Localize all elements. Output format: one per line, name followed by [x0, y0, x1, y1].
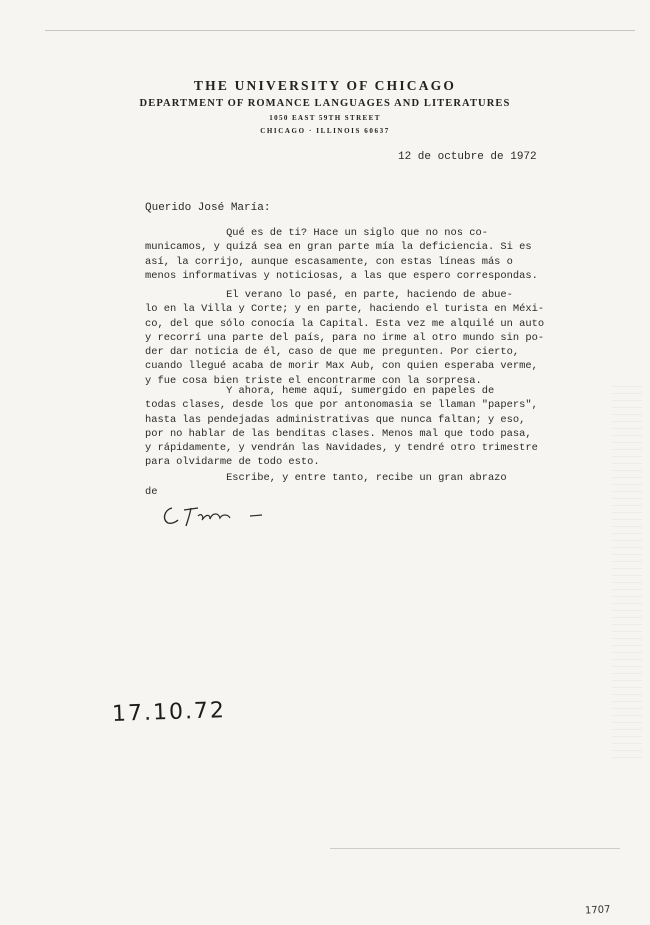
letterhead-department: DEPARTMENT OF ROMANCE LANGUAGES AND LITERATURES — [139, 98, 511, 109]
handwritten-date: 17.10.72 — [111, 698, 227, 727]
paragraph-1: Qué es de ti? Hace un siglo que no nos co- municamos, y quizá sea en gran parte mía la deficiencia. Si es así, la corrijo, aunque escasamente, con estas líneas más o menos informativas y noticiosas, a las que espero correspondas. — [145, 227, 538, 282]
handwritten-signature — [158, 500, 288, 530]
letterhead-city: CHICAGO · ILLINOIS 60637 — [260, 127, 390, 135]
edge-speckle — [612, 380, 642, 760]
letterhead-university: THE UNIVERSITY OF CHICAGO — [193, 78, 457, 93]
paragraph-3: Y ahora, heme aquí, sumergido en papeles de todas clases, desde los que por antonomasia se llaman "papers", hasta las pendejadas administrativas que nunca faltan; y eso, por no hablar de las benditas clases. Menos mal que todo pasa, y rápidamente, y vendrán las Navidades, y tendré otro trimestre para olvidarme de todo esto. — [145, 385, 538, 469]
paragraph-4: Escribe, y entre tanto, recibe un gran abrazo de — [145, 472, 507, 499]
top-rule — [45, 30, 635, 31]
bottom-rule — [330, 848, 620, 849]
archive-number: 1707 — [584, 904, 611, 917]
salutation: Querido José María: — [145, 202, 271, 214]
letter-date: 12 de octubre de 1972 — [398, 151, 537, 163]
paragraph-2: El verano lo pasé, en parte, haciendo de abue- lo en la Villa y Corte; y en parte, haciendo el turista en Méxi- co, del que sólo conocía la Capital. Esta vez me alquilé un auto y recorrí una parte del país, para no irme al otro mundo sin po- der dar noticia de él, caso de que me pregunten. Por cierto, cuando llegué acaba de morir Max Aub, con quien esperaba verme, y fue cosa bien triste el encontrarme con la sorpresa. — [145, 289, 545, 387]
letterhead-street: 1050 EAST 59TH STREET — [269, 114, 381, 122]
